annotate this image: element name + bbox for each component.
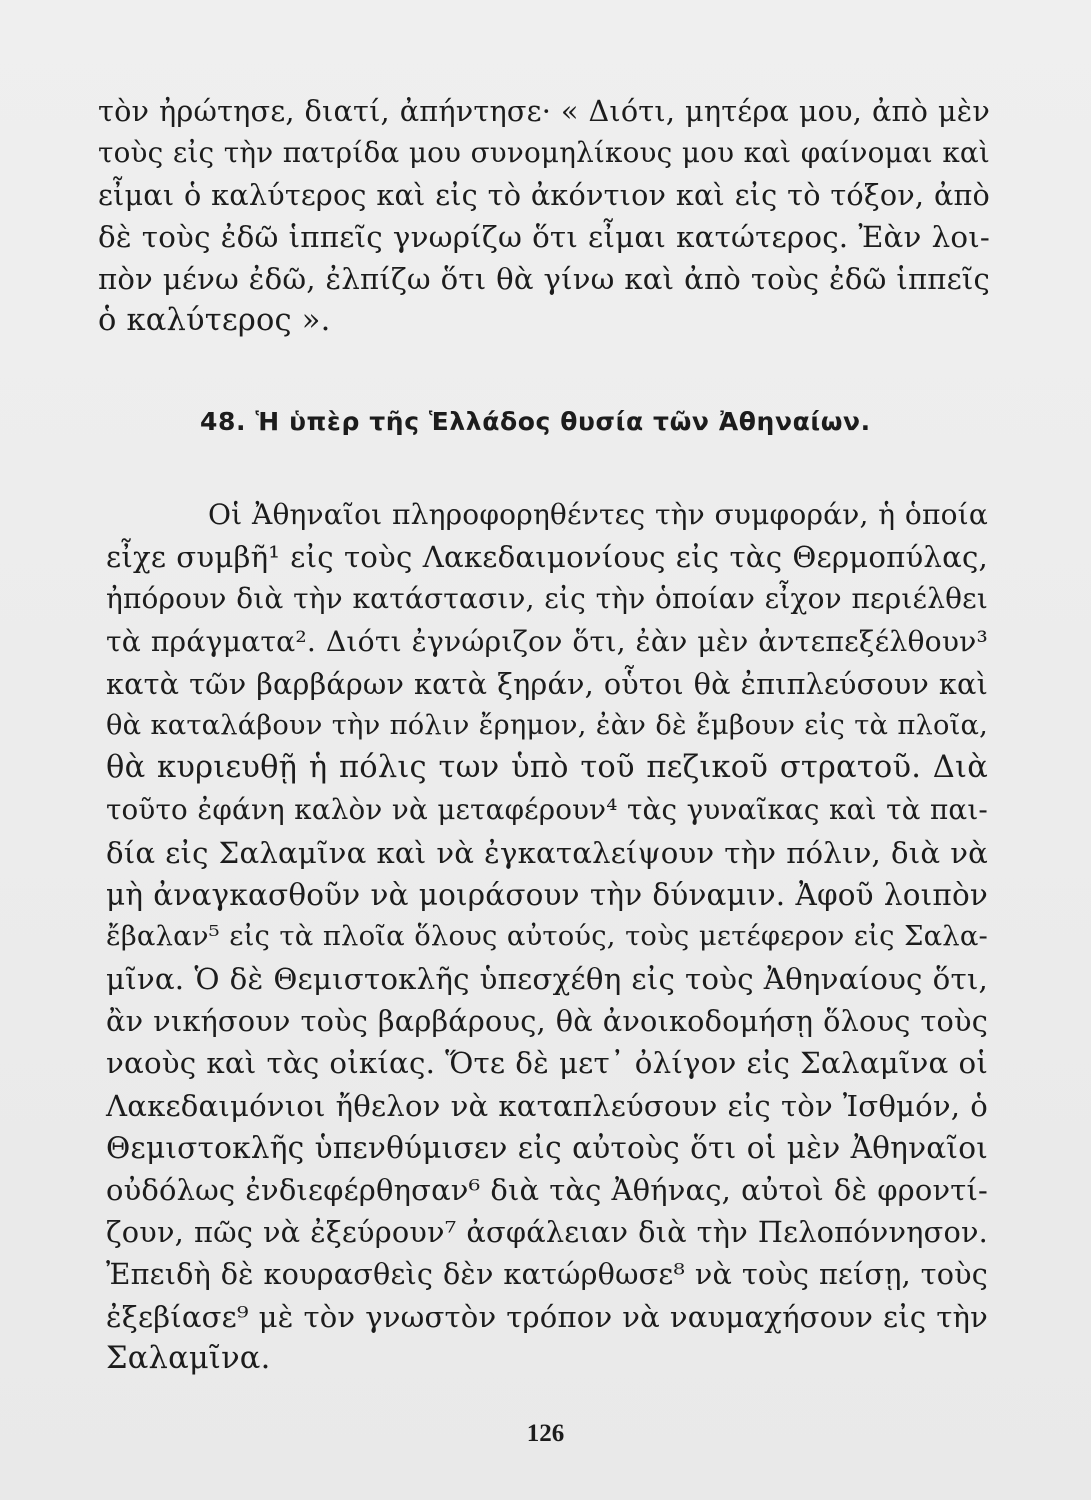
text-line: Ἐπειδὴ δὲ κουρασθεὶς δὲν κατώρθωσε⁸ νὰ τοὺς πείσῃ, τοὺς: [106, 1257, 988, 1292]
text-line: τοὺς εἰς τὴν πατρίδα μου συνομηλίκους μου καὶ φαίνομαι καὶ: [98, 136, 990, 169]
text-line: πὸν μένω ἐδῶ, ἐλπίζω ὅτι θὰ γίνω καὶ ἀπὸ τοὺς ἐδῶ ἱππεῖς: [98, 262, 990, 296]
text-line: τὸν ἠρώτησε, διατί, ἀπήντησε· « Διότι, μητέρα μου, ἀπὸ μὲν: [98, 94, 990, 128]
text-line: θὰ καταλάβουν τὴν πόλιν ἔρημον, ἐὰν δὲ ἔμβουν εἰς τὰ πλοῖα,: [106, 709, 988, 741]
text-line: ἠπόρουν διὰ τὴν κατάστασιν, εἰς τὴν ὁποίαν εἶχον περιέλθει: [106, 582, 988, 616]
paragraph-continuation: [98, 90, 990, 342]
text-line: ζουν, πῶς νὰ ἐξεύρουν⁷ ἀσφάλειαν διὰ τὴν Πελοπόννησον.: [106, 1215, 988, 1250]
text-line: εἶμαι ὁ καλύτερος καὶ εἰς τὸ ἀκόντιον καὶ εἰς τὸ τόξον, ἀπὸ: [98, 178, 990, 212]
text-line: Σαλαμῖνα.: [106, 1340, 271, 1376]
text-line: οὐδόλως ἐνδιεφέρθησαν⁶ διὰ τὰς Ἀθήνας, αὐτοὶ δὲ φροντί-: [106, 1173, 988, 1207]
text-line: δία εἰς Σαλαμῖνα καὶ νὰ ἐγκαταλείψουν τὴν πόλιν, διὰ νὰ: [106, 835, 988, 870]
text-line: Οἱ Ἀθηναῖοι πληροφορηθέντες τὴν συμφοράν, ἡ ὁποία: [208, 498, 988, 531]
page-number: 126: [526, 1420, 565, 1447]
text-line: Λακεδαιμόνιοι ἤθελον νὰ καταπλεύσουν εἰς τὸν Ἰσθμόν, ὁ: [106, 1088, 988, 1123]
text-line: τὰ πράγματα². Διότι ἐγνώριζον ὅτι, ἐὰν μὲν ἀντεπεξέλθουν³: [106, 624, 988, 658]
text-line: ἔβαλαν⁵ εἰς τὰ πλοῖα ὅλους αὐτούς, τοὺς μετέφερον εἰς Σαλα-: [106, 920, 988, 952]
text-line: ἂν νικήσουν τοὺς βαρβάρους, θὰ ἀνοικοδομήσῃ ὅλους τοὺς: [106, 1004, 988, 1039]
text-line: θὰ κυριευθῇ ἡ πόλις των ὑπὸ τοῦ πεζικοῦ στρατοῦ. Διὰ: [106, 750, 988, 786]
text-line: ὁ καλύτερος ».: [98, 303, 331, 338]
paragraph-main: [106, 494, 988, 1380]
text-line: μῖνα. Ὁ δὲ Θεμιστοκλῆς ὑπεσχέθη εἰς τοὺς Ἀθηναίους ὅτι,: [106, 962, 988, 997]
text-line: δὲ τοὺς ἐδῶ ἱππεῖς γνωρίζω ὅτι εἶμαι κατώτερος. Ἐὰν λοι-: [98, 220, 990, 254]
text-line: μὴ ἀναγκασθοῦν νὰ μοιράσουν τὴν δύναμιν. Ἀφοῦ λοιπὸν: [106, 877, 988, 912]
text-line: ἐξεβίασε⁹ μὲ τὸν γνωστὸν τρόπον νὰ ναυμαχήσουν εἰς τὴν: [106, 1299, 988, 1334]
text-line: Θεμιστοκλῆς ὑπενθύμισεν εἰς αὐτοὺς ὅτι οἱ μὲν Ἀθηναῖοι: [106, 1130, 988, 1165]
text-line: τοῦτο ἐφάνη καλὸν νὰ μεταφέρουν⁴ τὰς γυναῖκας καὶ τὰ παι-: [106, 793, 988, 827]
text-line: εἶχε συμβῆ¹ εἰς τοὺς Λακεδαιμονίους εἰς τὰς Θερμοπύλας,: [106, 540, 988, 575]
text-line: ναοὺς καὶ τὰς οἰκίας. Ὅτε δὲ μετ᾽ ὀλίγον εἰς Σαλαμῖνα οἱ: [106, 1046, 988, 1081]
text-line: κατὰ τῶν βαρβάρων κατὰ ξηράν, οὗτοι θὰ ἐπιπλεύσουν καὶ: [106, 666, 988, 701]
section-heading: 48. Ἡ ὑπὲρ τῆς Ἑλλάδος θυσία τῶν Ἀθηναίων.: [200, 407, 871, 436]
